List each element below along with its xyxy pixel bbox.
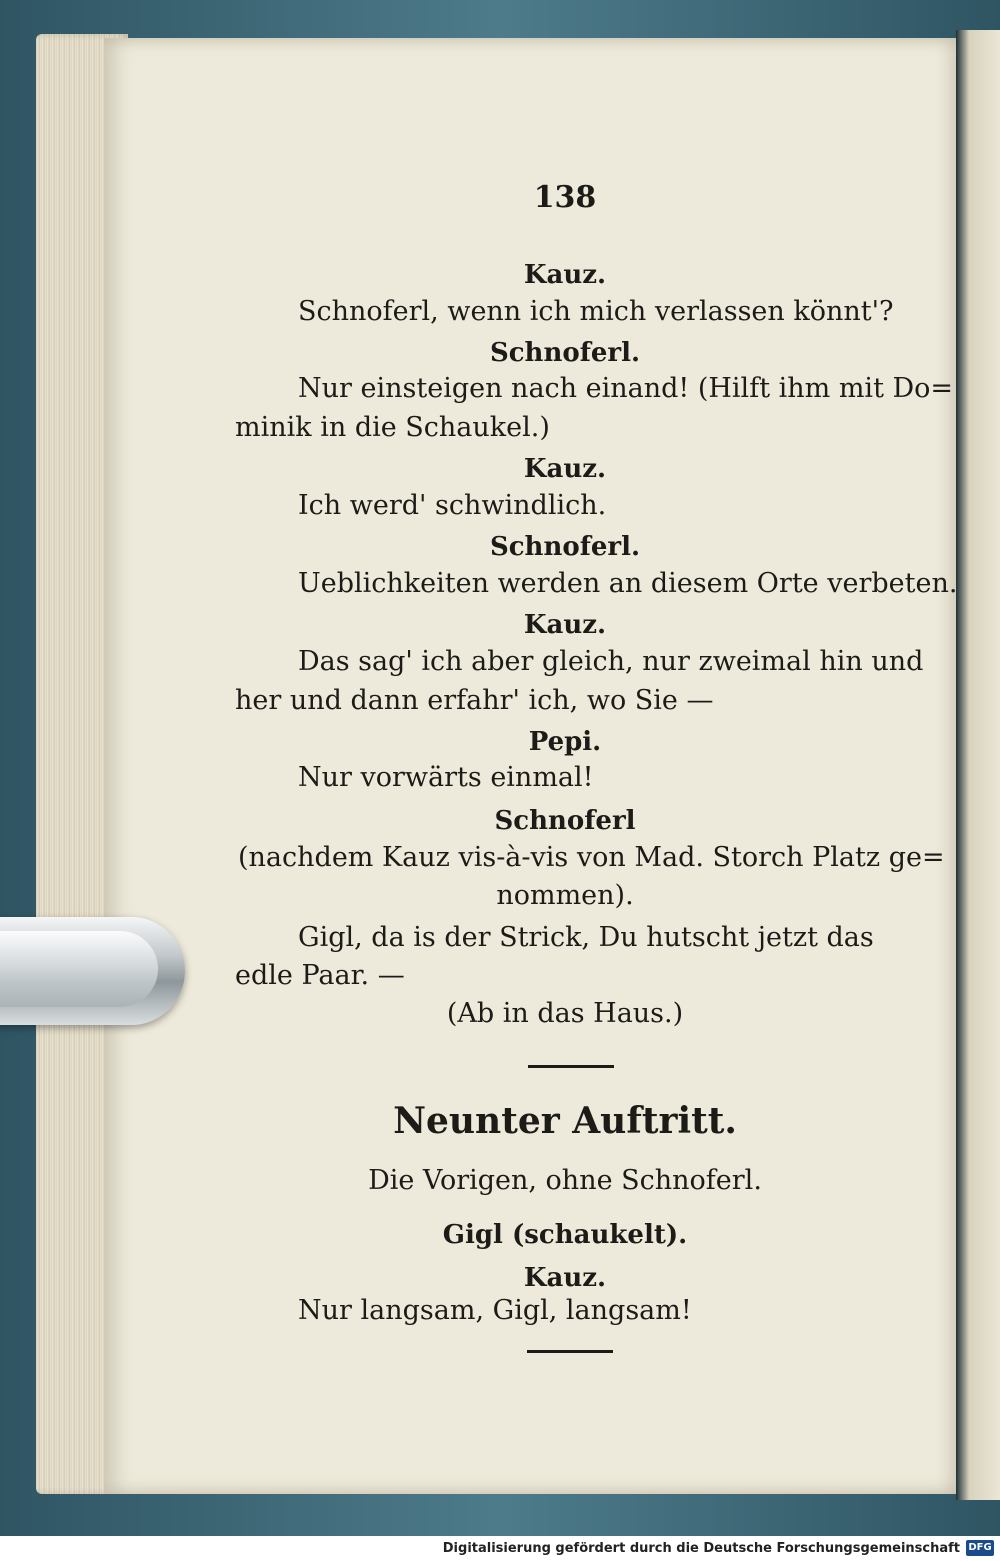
speaker-gigl: Gigl (schaukelt). xyxy=(442,1220,688,1250)
stage-direction: nommen). xyxy=(496,880,634,911)
speaker-schnoferl: Schnoferl. xyxy=(489,338,641,368)
dialogue-line: Gigl, da is der Strick, Du hutscht jetzt das xyxy=(298,922,874,953)
speaker-schnoferl: Schnoferl. xyxy=(489,532,641,562)
speaker-kauz: Kauz. xyxy=(523,454,607,484)
dialogue-line: edle Paar. — xyxy=(235,960,405,991)
dialogue-line: her und dann erfahr' ich, wo Sie — xyxy=(235,685,714,716)
dialogue-line: Nur einsteigen nach einand! (Hilft ihm mit Do= xyxy=(298,373,954,404)
stage-direction: (Ab in das Haus.) xyxy=(446,998,684,1029)
funding-credit: Digitalisierung gefördert durch die Deutsche Forschungsgemeinschaft xyxy=(442,1541,960,1556)
stage-direction: (nachdem Kauz vis-à-vis von Mad. Storch Platz ge= xyxy=(238,842,945,873)
dialogue-line: Ich werd' schwindlich. xyxy=(298,490,607,521)
speaker-schnoferl: Schnoferl xyxy=(494,806,636,836)
dialogue-line: Nur vorwärts einmal! xyxy=(298,762,594,793)
speaker-pepi: Pepi. xyxy=(528,727,602,757)
speaker-kauz: Kauz. xyxy=(523,610,607,640)
dialogue-line: Schnoferl, wenn ich mich verlassen könnt'? xyxy=(298,296,894,327)
page-clip-highlight xyxy=(0,931,158,1007)
page-number: 138 xyxy=(533,180,597,215)
stage-direction: Die Vorigen, ohne Schnoferl. xyxy=(368,1165,762,1196)
end-rule xyxy=(527,1350,613,1353)
speaker-kauz: Kauz. xyxy=(523,260,607,290)
dialogue-line: minik in die Schaukel.) xyxy=(235,412,550,443)
section-rule xyxy=(528,1065,614,1068)
dialogue-line: Nur langsam, Gigl, langsam! xyxy=(298,1295,692,1326)
dialogue-line: Ueblichkeiten werden an diesem Orte verbeten. xyxy=(298,568,958,599)
speaker-kauz: Kauz. xyxy=(523,1263,607,1293)
scene-heading: Neunter Auftritt. xyxy=(393,1100,737,1142)
dfg-logo-icon: DFG xyxy=(966,1540,994,1556)
dialogue-line: Das sag' ich aber gleich, nur zweimal hin und xyxy=(298,646,924,677)
